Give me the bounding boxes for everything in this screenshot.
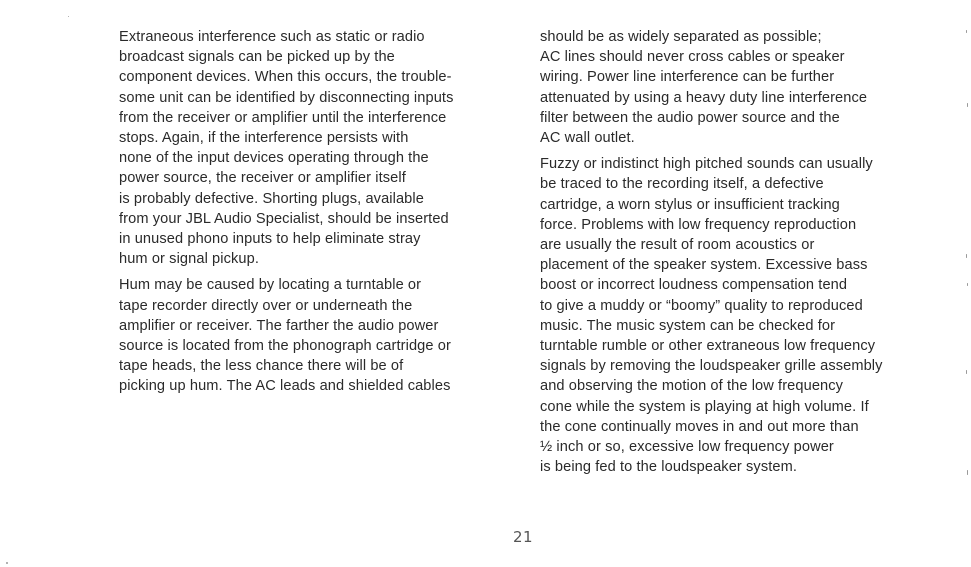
text-line: ½ inch or so, excessive low frequency power	[540, 439, 834, 456]
paragraph-fuzzy-sounds	[540, 154, 960, 477]
text-line: filter between the audio power source and the	[540, 109, 840, 126]
right-column	[540, 27, 960, 477]
text-line: none of the input devices operating through the	[119, 150, 429, 167]
scan-speck	[966, 254, 967, 258]
scan-speck	[68, 16, 69, 17]
text-line: Hum may be caused by locating a turntable or	[119, 277, 422, 294]
scan-speck	[966, 30, 967, 33]
text-line: turntable rumble or other extraneous low frequency	[540, 338, 876, 355]
text-line: in unused phono inputs to help eliminate stray	[119, 231, 421, 248]
scan-speck	[967, 470, 968, 475]
text-line: amplifier or receiver. The farther the audio power	[119, 317, 439, 334]
text-line: tape recorder directly over or underneath the	[119, 297, 413, 314]
text-line: AC wall outlet.	[540, 130, 635, 147]
text-line: picking up hum. The AC leads and shielded cables	[119, 378, 451, 395]
text-line: the cone continually moves in and out more than	[540, 418, 859, 435]
text-line: hum or signal pickup.	[119, 251, 259, 268]
left-column	[119, 27, 519, 397]
text-line: cartridge, a worn stylus or insufficient tracking	[540, 196, 840, 213]
text-line: attenuated by using a heavy duty line interference	[540, 89, 868, 106]
text-line: is being fed to the loudspeaker system.	[540, 459, 798, 476]
text-line: some unit can be identified by disconnecting inputs	[119, 89, 454, 106]
text-line: be traced to the recording itself, a defective	[540, 176, 824, 193]
paragraph-interference	[119, 27, 519, 269]
text-line: power source, the receiver or amplifier itself	[119, 170, 406, 187]
scan-speck	[967, 103, 968, 107]
text-line: component devices. When this occurs, the trouble-	[119, 69, 452, 86]
text-line: signals by removing the loudspeaker grille assembly	[540, 358, 883, 375]
text-line: placement of the speaker system. Excessive bass	[540, 257, 868, 274]
text-line: and observing the motion of the low frequency	[540, 378, 844, 395]
text-line: is probably defective. Shorting plugs, available	[119, 190, 424, 207]
scan-speck	[967, 283, 968, 286]
text-line: Extraneous interference such as static or radio	[119, 29, 425, 45]
text-line: should be as widely separated as possible;	[540, 29, 822, 45]
paragraph-separation	[540, 27, 960, 148]
text-line: source is located from the phonograph cartridge or	[119, 338, 451, 355]
text-line: wiring. Power line interference can be further	[540, 69, 835, 86]
text-line: from your JBL Audio Specialist, should be inserted	[119, 210, 449, 227]
text-line: stops. Again, if the interference persists with	[119, 130, 409, 147]
paragraph-hum	[119, 275, 519, 396]
text-line: cone while the system is playing at high volume. If	[540, 398, 869, 415]
text-line: broadcast signals can be picked up by the	[119, 49, 395, 66]
page-number: 21	[513, 528, 534, 546]
scan-speck	[6, 562, 8, 564]
text-line: to give a muddy or “boomy” quality to reproduced	[540, 297, 863, 314]
text-line: music. The music system can be checked for	[540, 317, 836, 334]
text-line: are usually the result of room acoustics or	[540, 237, 815, 254]
text-line: Fuzzy or indistinct high pitched sounds can usually	[540, 156, 873, 173]
scan-speck	[966, 370, 967, 374]
text-line: boost or incorrect loudness compensation tend	[540, 277, 848, 294]
text-line: from the receiver or amplifier until the interference	[119, 109, 447, 126]
text-line: AC lines should never cross cables or speaker	[540, 49, 845, 66]
text-line: force. Problems with low frequency reproduction	[540, 216, 857, 233]
text-line: tape heads, the less chance there will be of	[119, 358, 404, 375]
